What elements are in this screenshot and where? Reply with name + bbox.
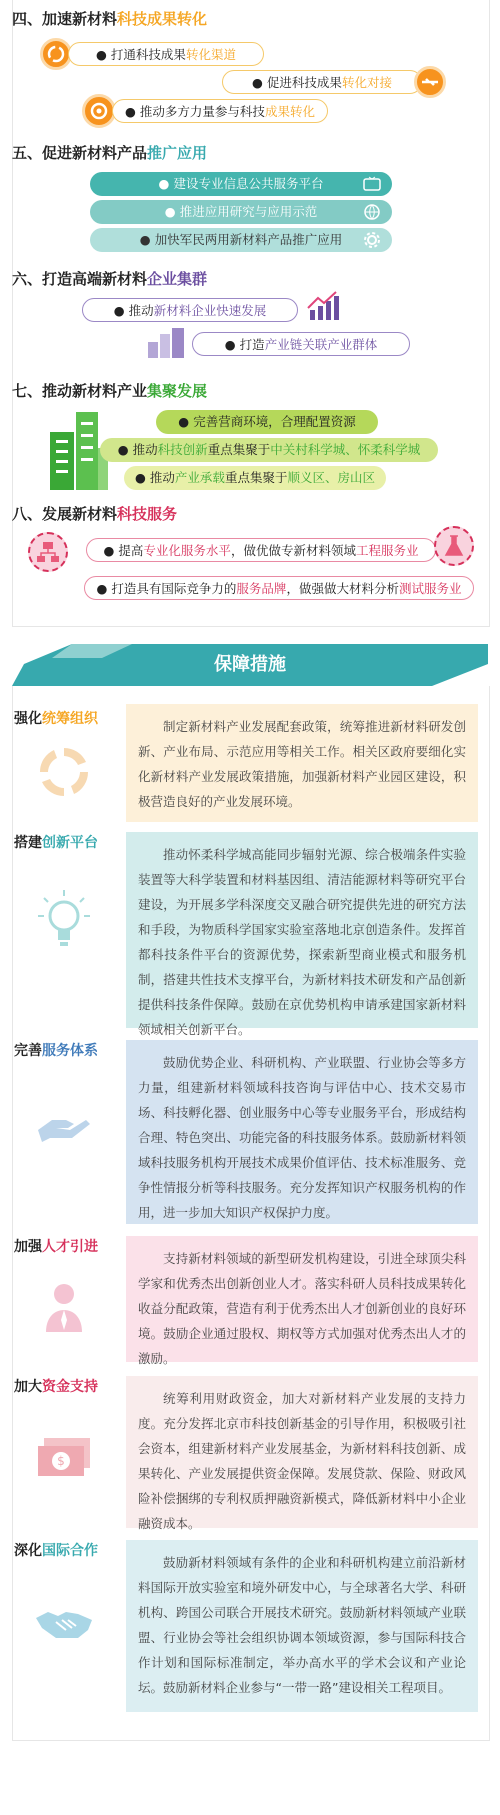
sec5-item-1: ● 建设专业信息公共服务平台	[90, 172, 392, 196]
measure-3-text: 鼓励优势企业、科研机构、产业联盟、行业协会等多方力量，组建新材料领域科技咨询与评估中心、技术交易市场、科技孵化器、创业服务中心等专业服务平台，形成结构合理、特色突出、功能完备的科技服务体系。鼓励新材料领域科技服务机构开展技术成果价值评估、技术标准服务、竞争性情报分析等科技服务。充分发挥知识产权服务机构的作用，进一步加大知识产权保护力度。	[126, 1040, 478, 1224]
section-8-title: 八、发展新材料科技服务	[12, 505, 178, 523]
measure-2-text: 推动怀柔科学城高能同步辐射光源、综合极端条件实验装置等大科学装置和材料基因组、清洁能源材料等研究平台建设，为开展多学科深度交叉融合研究提供先进的研究方法和手段，为物质科学国家实验室落地北京创造条件。发挥首都科技条件平台的资源优势，探索新型商业模式和服务机制，搭建共性技术支撑平台，为新材料技术研发和产品创新提供科技条件保障。鼓励在京优势机构申请承建国家新材料领域相关创新平台。	[126, 832, 478, 1028]
measure-3-title: 完善服务体系	[14, 1043, 98, 1059]
buildings-icon	[146, 328, 190, 358]
sec7-item-2: ● 推动科技创新重点集聚于中关村科学城、怀柔科学城	[100, 438, 438, 462]
sec4-item-1: ● 打通科技成果转化渠道	[68, 42, 264, 66]
person-icon	[34, 1276, 94, 1336]
section-5-title: 五、促进新材料产品推广应用	[12, 144, 208, 162]
banner-title: 保障措施	[214, 654, 286, 675]
sec8-item-2: ● 打造具有国际竞争力的服务品牌，做强做大材料分析测试服务业	[84, 576, 474, 600]
measure-6-text: 鼓励新材料领域有条件的企业和科研机构建立前沿新材料国际开放实验室和境外研发中心，与全球著名大学、科研机构、跨国公司联合开展技术研究。鼓励新材料领域产业联盟、行业协会等社会组织协调本领域资源，参与国际科技合作计划和国际标准制定，举办高水平的学术会议和产业论坛。鼓励新材料企业参与“一带一路”建设相关工程项目。	[126, 1540, 478, 1712]
sec7-item-3: ● 推动产业承载重点集聚于顺义区、房山区	[124, 466, 386, 490]
gear-icon	[362, 230, 382, 250]
hand-icon	[34, 1094, 94, 1154]
sec5-item-3: ● 加快军民两用新材料产品推广应用	[90, 228, 392, 252]
measure-1-text: 制定新材料产业发展配套政策，统筹推进新材料研发创新、产业布局、示范应用等相关工作。相关区政府要细化实化新材料产业发展政策措施，加强新材料产业园区建设，积极营造良好的产业发展环境。	[126, 704, 478, 822]
measure-1-title: 强化统筹组织	[14, 711, 98, 727]
flask-badge-icon	[434, 526, 474, 566]
measure-5-text: 统筹利用财政资金，加大对新材料产业发展的支持力度。充分发挥北京市科技创新基金的引导作用，积极吸引社会资本，组建新材料产业发展基金，为新材料科技创新、成果转化、产业发展提供资金保障。发展贷款、保险、财政风险补偿捆绑的专利权质押融资新模式，降低新材料中小企业融资成本。	[126, 1376, 478, 1528]
lightbulb-icon	[34, 886, 94, 956]
measure-2-title: 搭建创新平台	[14, 835, 98, 851]
sec4-item-2: ● 促进科技成果转化对接	[222, 70, 422, 94]
handshake-icon	[34, 1592, 94, 1652]
svg-text:$: $	[57, 1454, 65, 1468]
cycle-icon	[34, 742, 94, 802]
money-icon	[34, 1428, 94, 1488]
arrows-badge-icon	[414, 66, 446, 98]
measure-4-text: 支持新材料领域的新型研发机构建设，引进全球顶尖科学家和优秀杰出创新创业人才。落实科研人员科技成果转化收益分配政策，营造有利于优秀杰出人才创新创业的良好环境。鼓励企业通过股权、期权等方式加强对优秀杰出人才的激励。	[126, 1236, 478, 1362]
section-7-title: 七、推动新材料产业集聚发展	[12, 382, 208, 400]
sec6-item-1: ● 推动新材料企业快速发展	[82, 298, 298, 322]
measures-banner	[12, 644, 488, 686]
measure-4-title: 加强人才引进	[14, 1239, 98, 1255]
globe-icon	[362, 202, 382, 222]
section-4-title: 四、加速新材料科技成果转化	[12, 10, 208, 28]
measure-5-title: 加大资金支持	[14, 1379, 98, 1395]
growth-chart-icon	[306, 290, 340, 322]
refresh-badge-icon	[82, 94, 116, 128]
sec6-item-2: ● 打造产业链关联产业群体	[192, 332, 410, 356]
tv-icon	[362, 174, 382, 194]
network-badge-icon	[28, 532, 68, 572]
section-6-title: 六、打造高端新材料企业集群	[12, 270, 208, 288]
sec8-item-1: ● 提高专业化服务水平，做优做专新材料领域工程服务业	[86, 538, 436, 562]
sec4-item-3: ● 推动多方力量参与科技成果转化	[112, 99, 328, 123]
sec7-item-1: ● 完善营商环境，合理配置资源	[156, 410, 378, 434]
measure-6-title: 深化国际合作	[14, 1543, 98, 1559]
sec5-item-2: ● 推进应用研究与应用示范	[90, 200, 392, 224]
